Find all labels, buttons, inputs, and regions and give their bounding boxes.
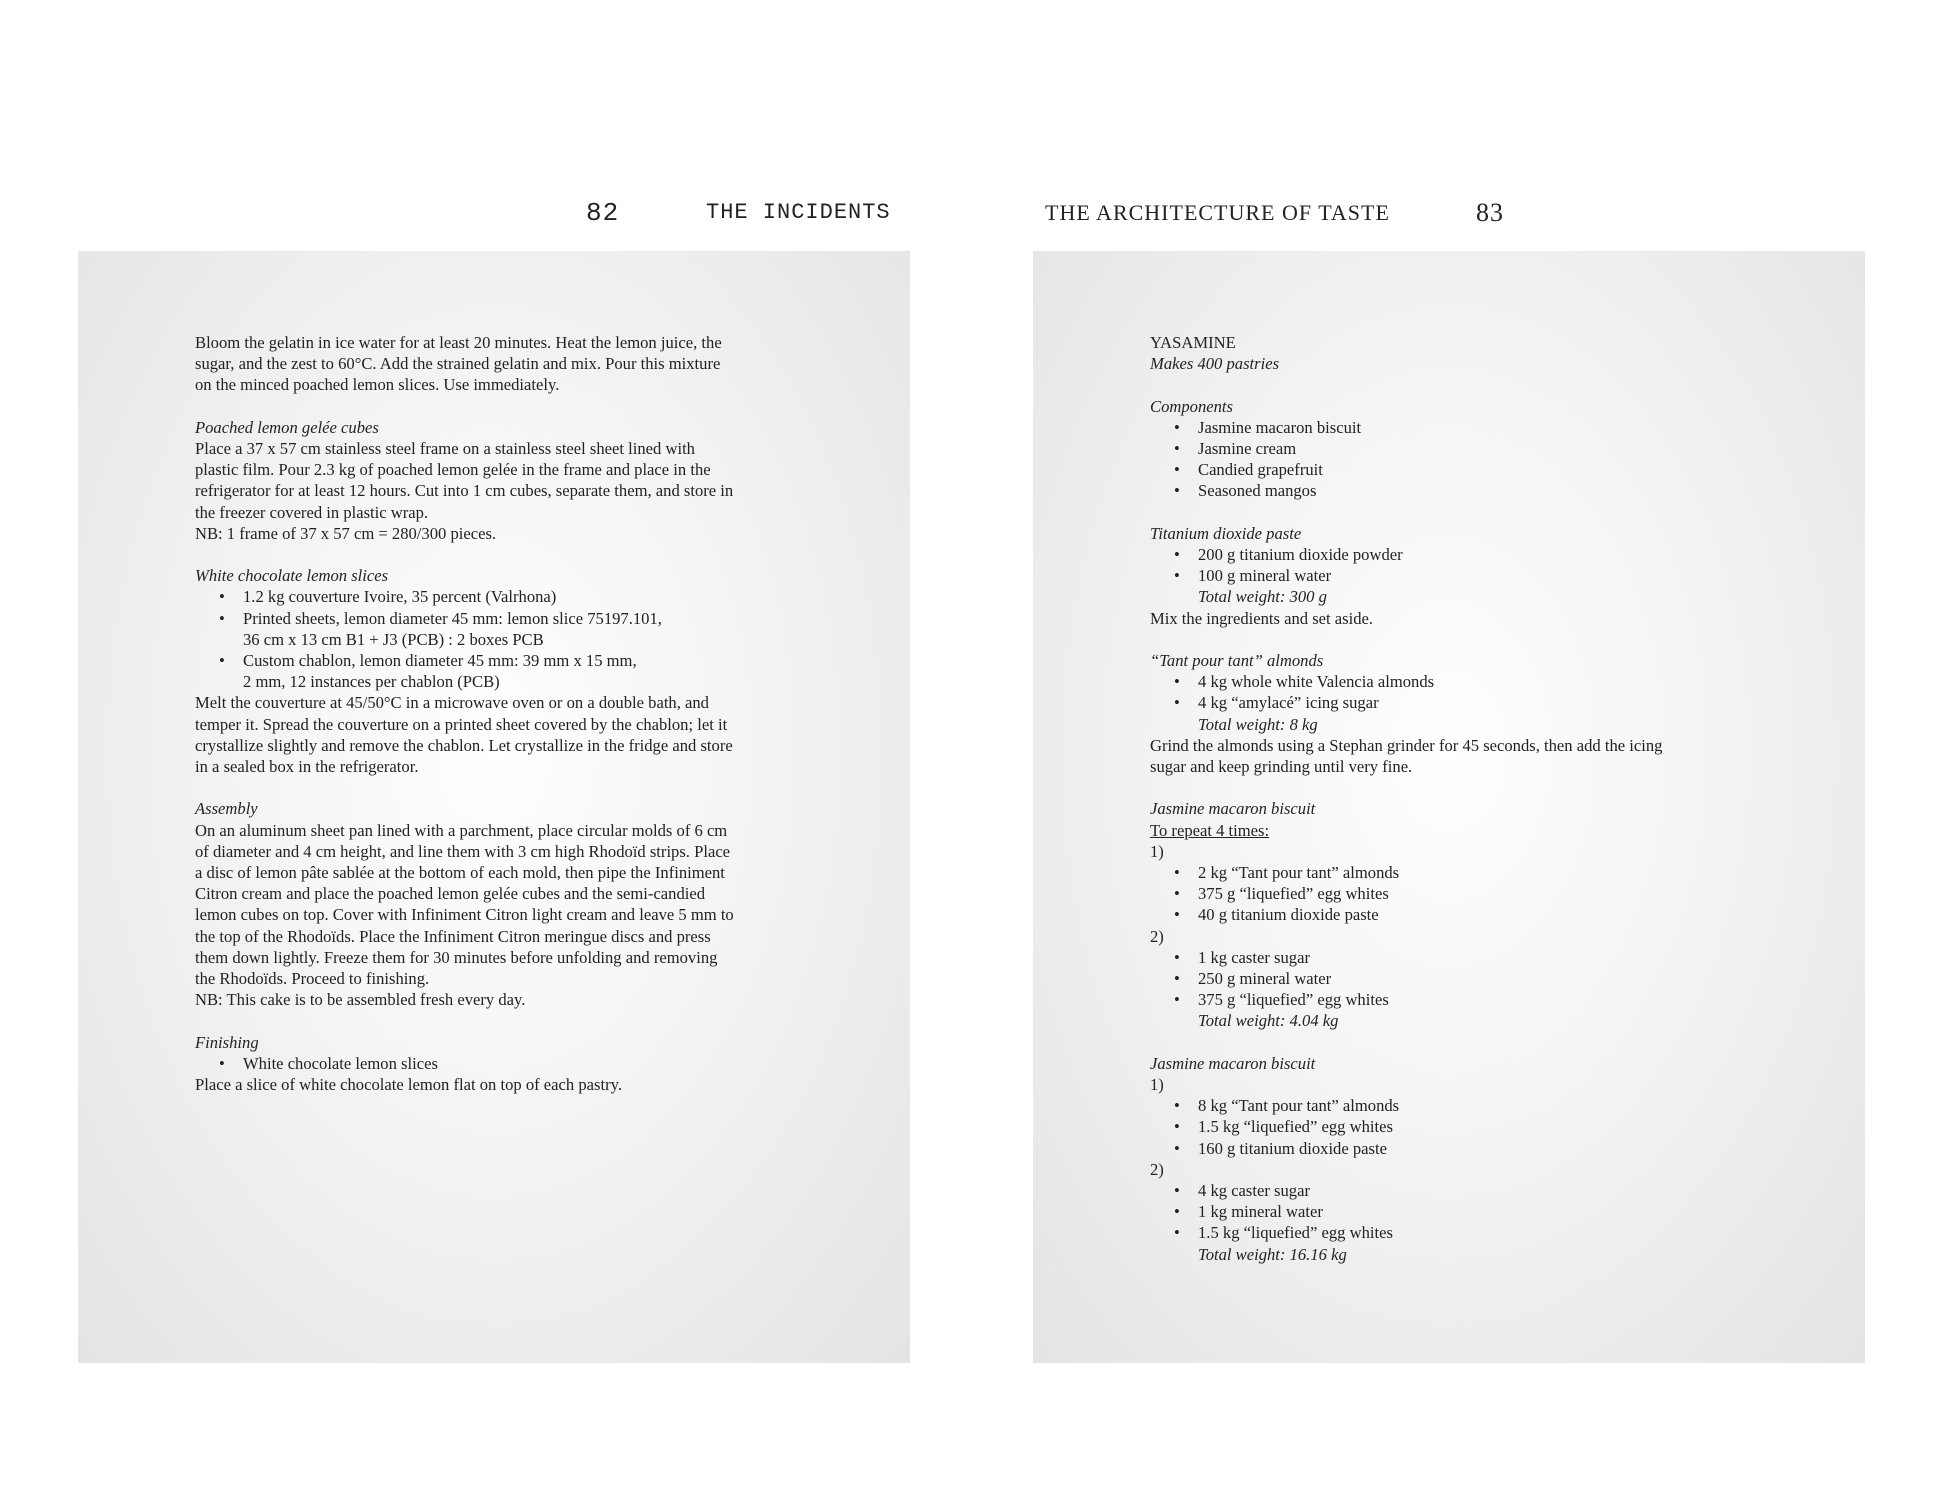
white-chocolate-list xyxy=(195,586,815,628)
body-line: crystallize slightly and remove the chablon. Let crystallize in the fridge and store xyxy=(195,735,733,755)
total-weight: Total weight: 4.04 kg xyxy=(1198,1011,1339,1031)
left-page xyxy=(78,251,910,1363)
body-line: the top of the Rhodoïds. Place the Infiniment Citron meringue discs and press xyxy=(195,926,711,946)
section-title-tant-pour-tant: “Tant pour tant” almonds xyxy=(1150,651,1324,670)
total-weight: Total weight: 300 g xyxy=(1198,587,1327,607)
total-weight: Total weight: 16.16 kg xyxy=(1198,1244,1347,1264)
body-line: Citron cream and place the poached lemon gelée cubes and the semi-candied xyxy=(195,884,706,904)
jasmine2-step2-list xyxy=(1150,1180,1750,1244)
section-title-finishing: Finishing xyxy=(195,1032,259,1052)
step-label: 1) xyxy=(1150,841,1164,861)
jasmine1-step1-list xyxy=(1150,862,1750,926)
list-item: • 100 g mineral water xyxy=(1150,565,1750,586)
section-title-poached: Poached lemon gelée cubes xyxy=(195,417,379,437)
right-page-content xyxy=(1150,332,1750,1265)
list-item: • 200 g titanium dioxide powder xyxy=(1150,544,1750,565)
section-title-assembly: Assembly xyxy=(195,799,258,819)
body-line: them down lightly. Freeze them for 30 minutes before unfolding and removing xyxy=(195,947,718,967)
body-line: a disc of lemon pâte sablée at the bottom of each mold, then pipe the Infiniment xyxy=(195,863,725,883)
recipe-yield: Makes 400 pastries xyxy=(1150,354,1280,374)
list-item: • Seasoned mangos xyxy=(1150,480,1750,501)
list-item: • 2 kg “Tant pour tant” almonds xyxy=(1150,862,1750,883)
body-line: Place a 37 x 57 cm stainless steel frame on a stainless steel sheet lined with xyxy=(195,439,695,458)
body-line: sugar and keep grinding until very fine. xyxy=(1150,757,1413,777)
list-item: • 40 g titanium dioxide paste xyxy=(1150,904,1750,925)
tant-list xyxy=(1150,671,1750,713)
body-line: temper it. Spread the couverture on a printed sheet covered by the chablon; let it xyxy=(195,714,728,734)
section-title-jasmine-biscuit: Jasmine macaron biscuit xyxy=(1150,799,1316,819)
list-item: • 1.5 kg “liquefied” egg whites xyxy=(1150,1116,1750,1137)
list-item: • 1.2 kg couverture Ivoire, 35 percent (Valrhona) xyxy=(195,586,815,607)
list-item: • 4 kg whole white Valencia almonds xyxy=(1150,671,1750,692)
list-item: • Candied grapefruit xyxy=(1150,459,1750,480)
list-item: • 4 kg “amylacé” icing sugar xyxy=(1150,692,1750,713)
components-list xyxy=(1150,417,1750,502)
list-item: • 1 kg caster sugar xyxy=(1150,947,1750,968)
body-line: Grind the almonds using a Stephan grinder for 45 seconds, then add the icing xyxy=(1150,735,1663,755)
white-chocolate-list-cont xyxy=(195,650,815,671)
list-item: • Jasmine macaron biscuit xyxy=(1150,417,1750,438)
right-running-header: THE ARCHITECTURE OF TASTE xyxy=(1045,200,1390,225)
list-item: • Printed sheets, lemon diameter 45 mm: lemon slice 75197.101, xyxy=(195,608,815,629)
list-item: • 375 g “liquefied” egg whites xyxy=(1150,883,1750,904)
body-line: NB: 1 frame of 37 x 57 cm = 280/300 pieces. xyxy=(195,523,497,543)
section-title-components: Components xyxy=(1150,396,1233,416)
list-item: • 250 g mineral water xyxy=(1150,968,1750,989)
body-line: Melt the couverture at 45/50°C in a microwave oven or on a double bath, and xyxy=(195,693,709,713)
body-line: NB: This cake is to be assembled fresh every day. xyxy=(195,990,526,1010)
list-item: • 375 g “liquefied” egg whites xyxy=(1150,989,1750,1010)
jasmine2-step1-list xyxy=(1150,1095,1750,1159)
step-label: 2) xyxy=(1150,926,1164,946)
step-label: 1) xyxy=(1150,1075,1164,1095)
finishing-list xyxy=(195,1053,815,1074)
body-line: On an aluminum sheet pan lined with a parchment, place circular molds of 6 cm xyxy=(195,820,728,840)
list-item-continuation: 2 mm, 12 instances per chablon (PCB) xyxy=(243,672,500,692)
list-item: • Jasmine cream xyxy=(1150,438,1750,459)
intro-line: sugar, and the zest to 60°C. Add the strained gelatin and mix. Pour this mixture xyxy=(195,354,721,374)
body-line: of diameter and 4 cm height, and line them with 3 cm high Rhodoïd strips. Place xyxy=(195,841,731,861)
recipe-title: YASAMINE xyxy=(1150,333,1236,352)
list-item: • White chocolate lemon slices xyxy=(195,1053,815,1074)
body-line: plastic film. Pour 2.3 kg of poached lemon gelée in the frame and place in the xyxy=(195,460,711,480)
repeat-note: To repeat 4 times: xyxy=(1150,820,1270,840)
titanium-list xyxy=(1150,544,1750,586)
left-running-header: THE INCIDENTS xyxy=(706,200,891,225)
body-line: lemon cubes on top. Cover with Infiniment Citron light cream and leave 5 mm to xyxy=(195,905,734,925)
intro-line: Bloom the gelatin in ice water for at least 20 minutes. Heat the lemon juice, the xyxy=(195,333,722,352)
left-page-content xyxy=(195,332,815,1095)
jasmine1-step2-list xyxy=(1150,947,1750,1011)
section-title-jasmine-biscuit: Jasmine macaron biscuit xyxy=(1150,1053,1316,1073)
body-line: the Rhodoïds. Proceed to finishing. xyxy=(195,969,430,989)
list-item: • 1.5 kg “liquefied” egg whites xyxy=(1150,1222,1750,1243)
body-line: the freezer covered in plastic wrap. xyxy=(195,502,429,522)
intro-line: on the minced poached lemon slices. Use immediately. xyxy=(195,375,560,395)
body-line: refrigerator for at least 12 hours. Cut into 1 cm cubes, separate them, and store in xyxy=(195,481,734,501)
list-item: • 4 kg caster sugar xyxy=(1150,1180,1750,1201)
left-page-number: 82 xyxy=(586,198,620,228)
list-item: • 160 g titanium dioxide paste xyxy=(1150,1138,1750,1159)
section-title-titanium: Titanium dioxide paste xyxy=(1150,523,1302,543)
list-item: • 8 kg “Tant pour tant” almonds xyxy=(1150,1095,1750,1116)
total-weight: Total weight: 8 kg xyxy=(1198,714,1318,734)
right-page xyxy=(1033,251,1865,1363)
step-label: 2) xyxy=(1150,1159,1164,1179)
right-page-number: 83 xyxy=(1476,198,1504,227)
list-item: • Custom chablon, lemon diameter 45 mm: 39 mm x 15 mm, xyxy=(195,650,815,671)
body-line: Place a slice of white chocolate lemon flat on top of each pastry. xyxy=(195,1075,622,1095)
body-line: Mix the ingredients and set aside. xyxy=(1150,608,1374,628)
body-line: in a sealed box in the refrigerator. xyxy=(195,757,419,777)
list-item: • 1 kg mineral water xyxy=(1150,1201,1750,1222)
list-item-continuation: 36 cm x 13 cm B1 + J3 (PCB) : 2 boxes PCB xyxy=(243,629,544,649)
section-title-white-chocolate: White chocolate lemon slices xyxy=(195,566,389,586)
